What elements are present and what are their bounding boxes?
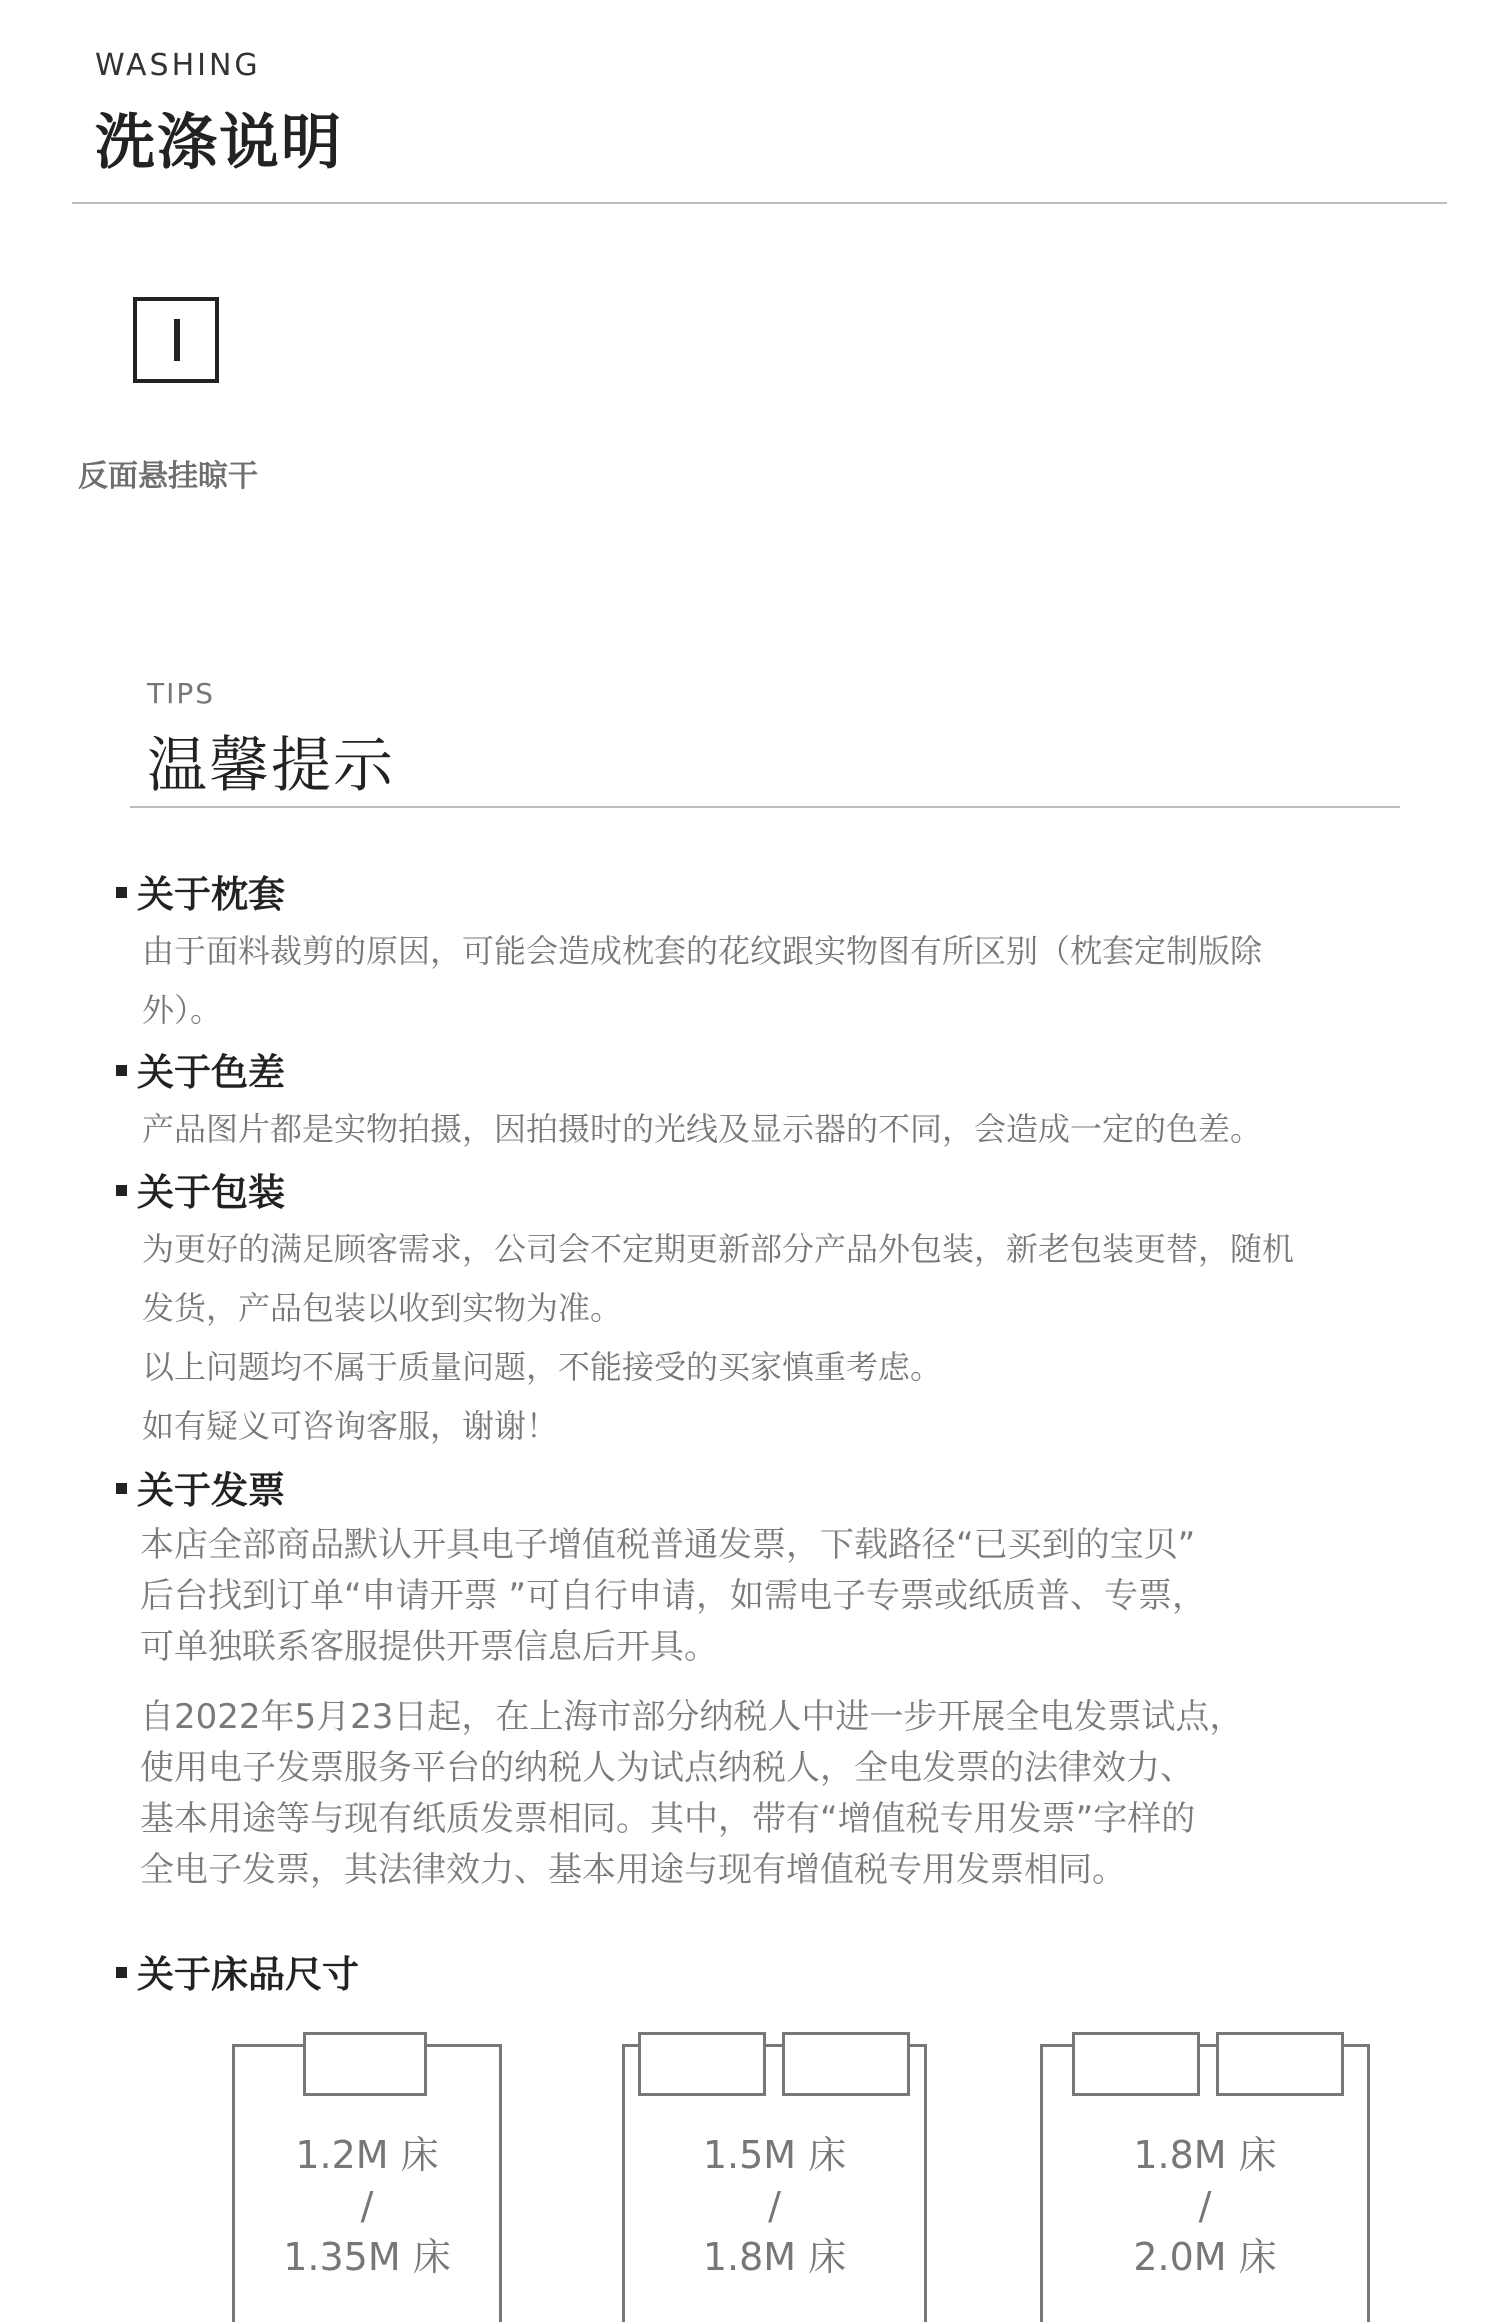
text-line: 发货，产品包装以收到实物为准。: [142, 1289, 623, 1327]
section-body-invoice-2: [140, 1692, 1410, 1896]
text-line: 基本用途等与现有纸质发票相同。其中，带有“增值税专用发票”字样的: [140, 1799, 1196, 1839]
text-line: 为更好的满足顾客需求，公司会不定期更新部分产品外包装，新老包装更替，随机: [142, 1230, 1295, 1268]
text-line: 使用电子发票服务平台的纳税人为试点纳税人，全电发票的法律效力、: [140, 1748, 1194, 1788]
bullet-icon: [116, 1065, 127, 1076]
divider: [72, 202, 1447, 204]
pillow-icon: [782, 2032, 910, 2096]
section-title-color: 关于色差: [116, 1042, 285, 1096]
text-line: 由于面料裁剪的原因，可能会造成枕套的花纹跟实物图有所区别（枕套定制版除: [142, 932, 1263, 970]
care-label: 反面悬挂晾干: [78, 459, 258, 494]
text-line: 全电子发票，其法律效力、基本用途与现有增值税专用发票相同。: [140, 1850, 1126, 1890]
text-line: 本店全部商品默认开具电子增值税普通发票，下载路径“已买到的宝贝”: [140, 1525, 1196, 1565]
washing-heading-en: WASHING: [95, 48, 261, 83]
section-title-bed-size: 关于床品尺寸: [116, 1944, 359, 1998]
tips-heading: 温馨提示: [147, 731, 395, 801]
text-line: 后台找到订单“申请开票 ”可自行申请，如需电子专票或纸质普、专票，: [140, 1576, 1207, 1616]
text-line: 如有疑义可咨询客服，谢谢！: [142, 1407, 559, 1445]
pillow-icon: [638, 2032, 766, 2096]
pillow-icon: [1216, 2032, 1344, 2096]
divider: [130, 806, 1400, 808]
text-line: 自2022年5月23日起，在上海市部分纳税人中进一步开展全电发票试点，: [140, 1697, 1244, 1737]
section-body-invoice-1: [140, 1520, 1410, 1673]
section-body-packaging: [142, 1220, 1402, 1456]
text-line: 以上问题均不属于质量问题，不能接受的买家慎重考虑。: [142, 1348, 943, 1386]
bullet-icon: [116, 887, 127, 898]
bullet-icon: [116, 1483, 127, 1494]
text-line: 外）。: [142, 991, 223, 1029]
section-title-invoice: 关于发票: [116, 1460, 285, 1514]
bed-size-label: 1.2M 床 / 1.35M 床: [283, 2133, 451, 2279]
bed-size-label: 1.8M 床 / 2.0M 床: [1133, 2133, 1277, 2279]
text-line: 产品图片都是实物拍摄，因拍摄时的光线及显示器的不同，会造成一定的色差。: [142, 1110, 1263, 1148]
pillow-icon: [1072, 2032, 1200, 2096]
section-body-pillowcase: [142, 922, 1402, 1040]
section-title-pillowcase: 关于枕套: [116, 864, 285, 918]
bullet-icon: [116, 1185, 127, 1196]
bed-size-label: 1.5M 床 / 1.8M 床: [702, 2133, 847, 2279]
tips-heading-en: TIPS: [147, 677, 216, 710]
section-body-color: [142, 1100, 1402, 1159]
text-line: 可单独联系客服提供开票信息后开具。: [140, 1627, 718, 1667]
washing-heading: 洗涤说明: [95, 108, 343, 178]
pillow-icon: [303, 2032, 427, 2096]
line-dry-icon: [133, 297, 219, 383]
section-title-packaging: 关于包装: [116, 1162, 285, 1216]
bullet-icon: [116, 1967, 127, 1978]
